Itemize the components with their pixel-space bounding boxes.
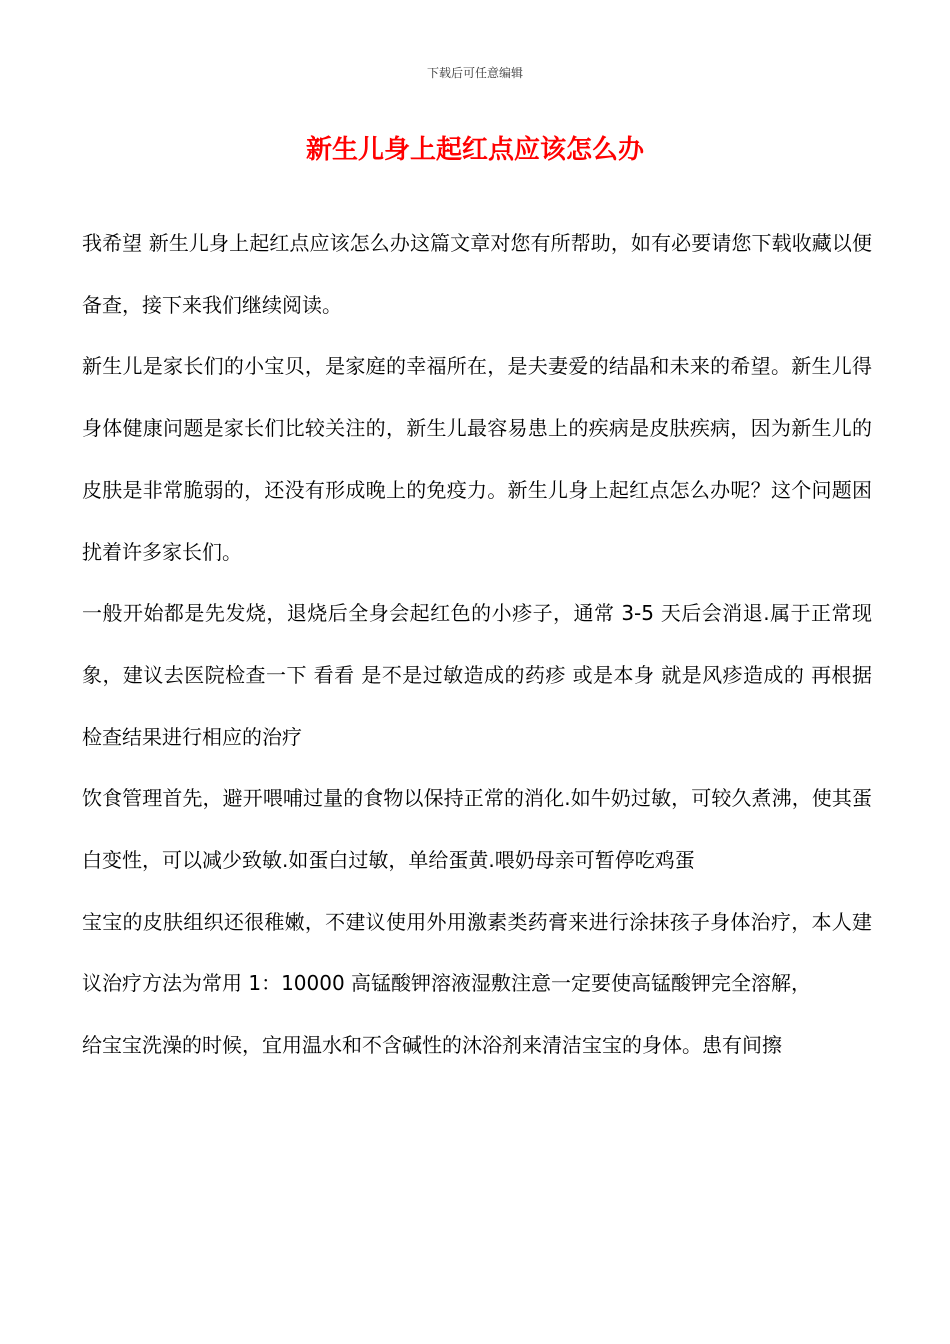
document-body [82, 213, 872, 1077]
paragraph-symptoms: 一般开始都是先发烧，退烧后全身会起红色的小疹子，通常 3-5 天后会消退.属于正常现象，建议去医院检查一下 看看 是不是过敏造成的药疹 或是本身 就是风疹造成的 再根据检查结果进行相应的治疗 [82, 601, 872, 749]
document-title: 新生儿身上起红点应该怎么办 [305, 135, 644, 165]
paragraph-diet: 饮食管理首先，避开喂哺过量的食物以保持正常的消化.如牛奶过敏，可较久煮沸，使其蛋白变性，可以减少致敏.如蛋白过敏，单给蛋黄.喂奶母亲可暂停吃鸡蛋 [82, 786, 872, 873]
paragraph-intro: 我希望 新生儿身上起红点应该怎么办这篇文章对您有所帮助，如有必要请您下载收藏以便备查，接下来我们继续阅读。 [82, 231, 872, 317]
header-note: 下载后可任意编辑 [426, 66, 523, 80]
paragraph-bathing: 给宝宝洗澡的时候，宜用温水和不含碱性的沐浴剂来清洁宝宝的身体。患有间擦 [82, 1033, 782, 1058]
paragraph-treatment: 宝宝的皮肤组织还很稚嫩，不建议使用外用激素类药膏来进行涂抹孩子身体治疗，本人建议治疗方法为常用 1：10000 高锰酸钾溶液湿敷注意一定要使高锰酸钾完全溶解， [82, 909, 872, 996]
paragraph-background: 新生儿是家长们的小宝贝，是家庭的幸福所在，是夫妻爱的结晶和未来的希望。新生儿得身体健康问题是家长们比较关注的，新生儿最容易患上的疾病是皮肤疾病，因为新生儿的皮肤是非常脆弱的，还没有形成晚上的免疫力。新生儿身上起红点怎么办呢？这个问题困扰着许多家长们。 [82, 354, 872, 564]
